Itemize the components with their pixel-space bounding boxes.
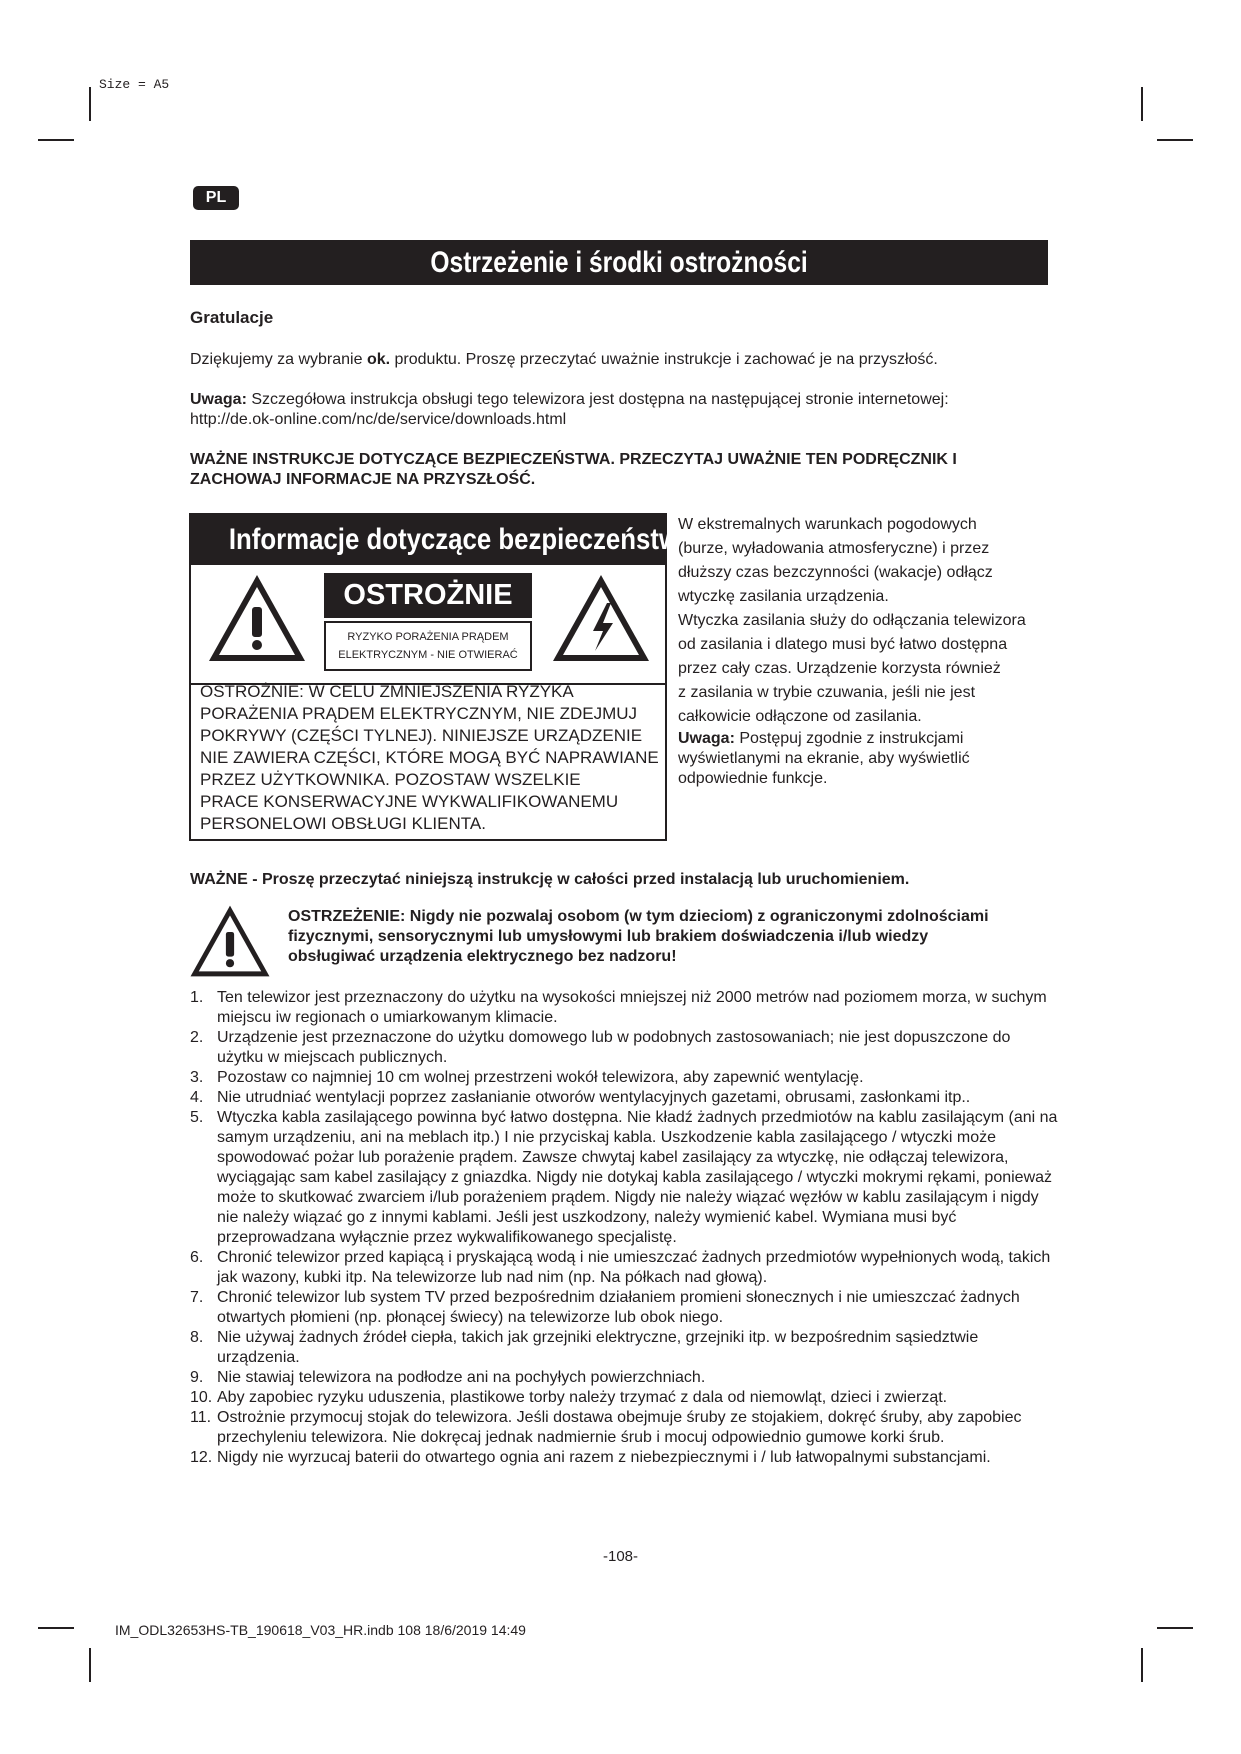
list-item-text: Nie używaj żadnych źródeł ciepła, takich jak grzejniki elektryczne, grzejniki itp. w bezpośrednim sąsiedztwie urządzenia. <box>217 1329 979 1366</box>
caution-text-line: PERSONELOWI OBSŁUGI KLIENTA. <box>200 814 486 833</box>
crop-mark-bottom-left-h <box>38 1627 74 1629</box>
list-item-number: 2. <box>190 1029 204 1046</box>
list-item <box>190 1088 1060 1108</box>
list-item <box>190 1288 1060 1328</box>
warning-text <box>288 907 1048 967</box>
list-item-number: 9. <box>190 1369 204 1386</box>
list-item-text: Chronić telewizor przed kapiącą i pryskającą wodą i nie umieszczać żadnych przedmiotów wypełnionych wodą, takich jak wazony, kubki itp. Na telewizorze lub nad nim (np. Na półkach nad głową). <box>217 1249 1051 1286</box>
crop-mark-top-right-v <box>1141 87 1143 121</box>
list-item <box>190 1248 1060 1288</box>
list-item <box>190 1448 1060 1468</box>
side-paragraph <box>678 513 1058 789</box>
list-item <box>190 1388 1060 1408</box>
list-item-number: 3. <box>190 1069 204 1086</box>
electric-shock-warning-icon <box>551 573 651 663</box>
side-text-line: od zasilania i dlatego musi być łatwo dostępna <box>678 636 1008 653</box>
crop-mark-top-left-v <box>89 87 91 121</box>
caution-text-line: NIE ZAWIERA CZĘŚCI, KTÓRE MOGĄ BYĆ NAPRAWIANE <box>200 748 659 767</box>
print-size-label: Size = A5 <box>99 77 170 92</box>
important-line-1: WAŻNE INSTRUKCJE DOTYCZĄCE BEZPIECZEŃSTWA. PRZECZYTAJ UWAŻNIE TEN PODRĘCZNIK I <box>190 451 957 468</box>
warning-triangle-icon <box>188 904 272 978</box>
list-item <box>190 1028 1060 1068</box>
side-note-line: wyświetlanymi na ekranie, aby wyświetlić <box>678 750 970 767</box>
list-item-number: 11. <box>190 1409 212 1426</box>
crop-mark-top-right-h <box>1157 139 1193 141</box>
list-item <box>190 988 1060 1028</box>
note-label: Uwaga: <box>190 391 247 408</box>
caution-text <box>200 681 664 835</box>
crop-mark-bottom-right-h <box>1157 1627 1193 1629</box>
list-item <box>190 1108 1060 1248</box>
caution-text-line: POKRYWY (CZĘŚCI TYLNEJ). NINIEJSZE URZĄDZENIE <box>200 726 643 745</box>
brand-name: ok. <box>366 351 391 368</box>
caution-subtitle-line-1: RYZYKO PORAŻENIA PRĄDEM <box>347 631 509 643</box>
list-item-number: 4. <box>190 1089 204 1106</box>
list-item-number: 7. <box>190 1289 204 1306</box>
print-footer: IM_ODL32653HS-TB_190618_V03_HR.indb 108 18/6/2019 14:49 <box>115 1622 526 1638</box>
crop-mark-bottom-left-v <box>89 1648 91 1682</box>
warning-line: obsługiwać urządzenia elektrycznego bez nadzoru! <box>288 948 677 965</box>
list-item <box>190 1368 1060 1388</box>
side-text-line: (burze, wyładowania atmosferyczne) i przez <box>678 540 990 557</box>
crop-mark-top-left-h <box>38 139 74 141</box>
caution-text-line: OSTROŻNIE: W CELU ZMNIEJSZENIA RYZYKA <box>200 682 574 701</box>
list-item-text: Urządzenie jest przeznaczone do użytku domowego lub w podobnych zastosowaniach; nie jest dopuszczone do użytku w miejscach publicznych. <box>217 1029 1011 1066</box>
page-number: -108- <box>602 1548 639 1565</box>
list-item-text: Nigdy nie wyrzucaj baterii do otwartego ognia ani razem z niebezpiecznymi i / lub łatwopalnymi substancjami. <box>217 1449 991 1466</box>
list-item-text: Wtyczka kabla zasilającego powinna być łatwo dostępna. Nie kładź żadnych przedmiotów na kablu zasilającym (ani na samym urządzeniu, ani na meblach itp.) I nie przyciskaj kabla. Uszkodzenie kabla zasilającego / wtyczki może spowodować pożar lub porażenie prądem. Zawsze chwytaj kabel zasilający za wtyczkę, nie odłączaj telewizora, wyciągając sam kabel zasilający z gniazdka. Nigdy nie dotykaj kabla zasilającego / wtyczki mokrymi rękami, ponieważ może to skutkować zwarciem i/lub porażeniem prądem. Nigdy nie należy wiązać węzłów w kablu zasilającym i nigdy nie należy wiązać go z innymi kablami. Jeśli jest uszkodzony, należy wymienić kabel. Wymiana musi być przeprowadzana wyłącznie przez wykwalifikowanego specjalistę. <box>217 1109 1058 1246</box>
list-item-number: 1. <box>190 989 204 1006</box>
warning-line: fizycznymi, sensorycznymi lub umysłowymi lub brakiem doświadczenia i/lub wiedzy <box>288 928 929 945</box>
side-text-line: całkowicie odłączone od zasilania. <box>678 708 922 725</box>
list-item-number: 6. <box>190 1249 204 1266</box>
thanks-text-b: produktu. Proszę przeczytać uważnie instrukcje i zachować je na przyszłość. <box>390 351 938 368</box>
safety-info-box <box>189 513 694 841</box>
list-item-text: Aby zapobiec ryzyku uduszenia, plastikowe torby należy trzymać z dala od niemowląt, dzieci i zwierząt. <box>217 1389 948 1406</box>
important-line-2: ZACHOWAJ INFORMACJE NA PRZYSZŁOŚĆ. <box>190 471 536 488</box>
caution-text-line: PRACE KONSERWACYJNE WYKWALIFIKOWANEMU <box>200 792 619 811</box>
language-badge: PL <box>193 186 239 210</box>
list-item-number: 10. <box>190 1389 213 1406</box>
list-item <box>190 1408 1060 1448</box>
side-text-line: przez cały czas. Urządzenie korzysta również <box>678 660 1001 677</box>
note-url: http://de.ok-online.com/nc/de/service/downloads.html <box>190 411 567 428</box>
congrats-heading: Gratulacje <box>190 308 274 327</box>
list-item-number: 5. <box>190 1109 204 1126</box>
thanks-paragraph <box>190 350 1060 370</box>
caution-subtitle <box>324 621 532 671</box>
crop-mark-bottom-right-v <box>1141 1648 1143 1682</box>
important-heading <box>190 450 1050 490</box>
exclamation-warning-icon <box>207 573 307 663</box>
list-item-number: 8. <box>190 1329 204 1346</box>
list-item-text: Ten telewizor jest przeznaczony do użytku na wysokości mniejszej niż 2000 metrów nad poziomem morza, w suchym miejscu iw regionach o umiarkowanym klimacie. <box>217 989 1047 1026</box>
caution-subtitle-line-2: ELEKTRYCZNYM - NIE OTWIERAĆ <box>338 649 518 661</box>
side-text-line: z zasilania w trybie czuwania, jeśli nie jest <box>678 684 976 701</box>
page-title-bar <box>190 240 1048 285</box>
page-title: Ostrzeżenie i środki ostrożności <box>430 246 808 279</box>
side-text-line: wtyczkę zasilania urządzenia. <box>678 588 889 605</box>
side-note-label: Uwaga: <box>678 730 735 747</box>
caution-text-line: PORAŻENIA PRĄDEM ELEKTRYCZNYM, NIE ZDEJMUJ <box>200 704 638 723</box>
safety-instructions-list <box>190 988 1060 1468</box>
note-text: Szczegółowa instrukcja obsługi tego telewizora jest dostępna na następującej stronie internetowej: <box>246 391 949 408</box>
side-note-line: odpowiednie funkcje. <box>678 770 828 787</box>
list-item-number: 12. <box>190 1449 213 1466</box>
side-text-line: W ekstremalnych warunkach pogodowych <box>678 516 977 533</box>
side-note-line: Postępuj zgodnie z instrukcjami <box>734 730 964 747</box>
warning-line: OSTRZEŻENIE: Nigdy nie pozwalaj osobom (w tym dzieciom) z ograniczonymi zdolnościami <box>288 908 989 925</box>
list-item <box>190 1328 1060 1368</box>
list-item-text: Pozostaw co najmniej 10 cm wolnej przestrzeni wokół telewizora, aby zapewnić wentylację. <box>217 1069 864 1086</box>
list-item <box>190 1068 1060 1088</box>
side-text-line: Wtyczka zasilania służy do odłączania telewizora <box>678 612 1026 629</box>
side-text-line: dłuższy czas bezczynności (wakacje) odłącz <box>678 564 993 581</box>
thanks-text-a: Dziękujemy za wybranie <box>190 351 367 368</box>
list-item-text: Nie utrudniać wentylacji poprzez zasłanianie otworów wentylacyjnych gazetami, obrusami, zasłonkami itp.. <box>217 1089 971 1106</box>
list-item-text: Chronić telewizor lub system TV przed bezpośrednim działaniem promieni słonecznych i nie umieszczać żadnych otwartych płomieni (np. płonącej świecy) na telewizorze lub obok niego. <box>217 1289 1020 1326</box>
important-notice: WAŻNE - Proszę przeczytać niniejszą instrukcję w całości przed instalacją lub uruchomieniem. <box>190 871 910 888</box>
safety-heading: Informacje dotyczące bezpieczeństwa <box>228 523 694 556</box>
list-item-text: Nie stawiaj telewizora na podłodze ani na pochyłych powierzchniach. <box>217 1369 706 1386</box>
caution-title: OSTROŻNIE <box>324 573 532 618</box>
safety-heading-bar <box>191 515 694 565</box>
note-paragraph <box>190 390 1060 430</box>
caution-text-line: PRZEZ UŻYTKOWNIKA. POZOSTAW WSZELKIE <box>200 770 581 789</box>
list-item-text: Ostrożnie przymocuj stojak do telewizora. Jeśli dostawa obejmuje śruby ze stojakiem, dokręć śruby, aby zapobiec przechyleniu telewizora. Nie dokręcaj jednak nadmiernie śrub i mocuj odpowiednio gumowe korki śrub. <box>217 1409 1022 1446</box>
